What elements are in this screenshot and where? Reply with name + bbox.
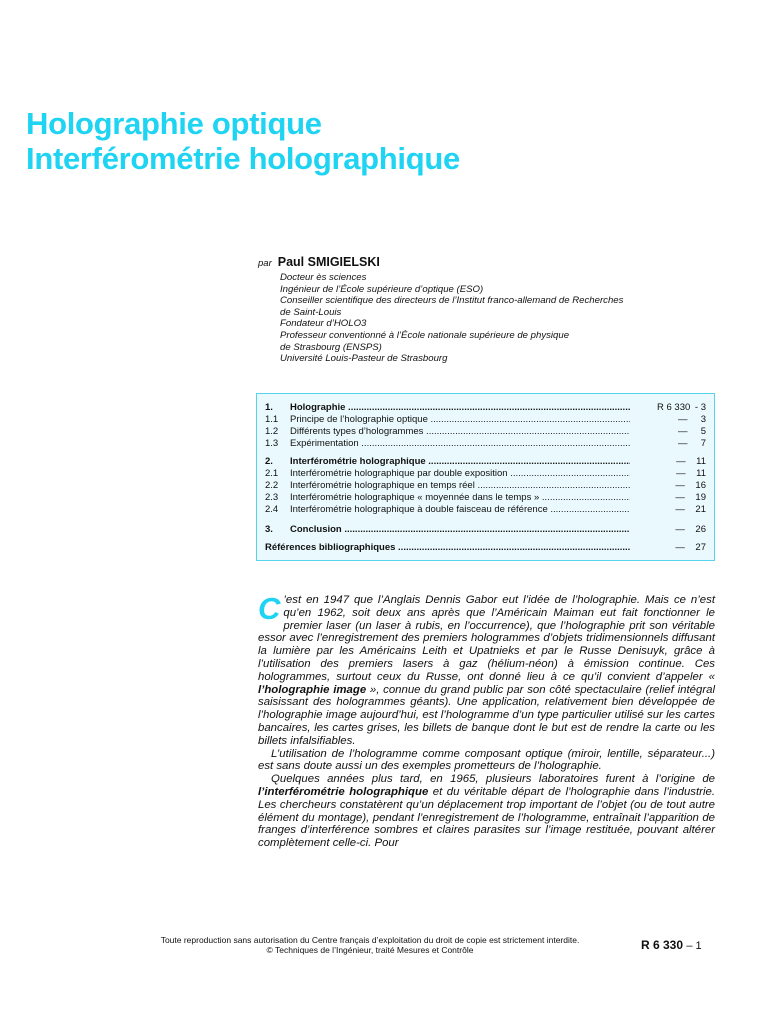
- paragraph-text: Quelques années plus tard, en 1965, plusieurs laboratoires furent à l’origine de: [271, 773, 715, 786]
- toc-label: Interférométrie holographique à double faisceau de référence .....: [290, 504, 630, 516]
- page-number: – 1: [686, 940, 702, 952]
- credential-line: de Saint-Louis: [280, 306, 342, 318]
- toc-page: — 7: [678, 438, 706, 449]
- toc-page: — 16: [675, 480, 706, 491]
- toc-number: 2.4: [265, 504, 279, 515]
- toc-number: 2.1: [265, 468, 279, 479]
- author-name: Paul SMIGIELSKI: [277, 255, 380, 269]
- toc-entry-1-2[interactable]: [265, 426, 706, 438]
- document-title: [26, 106, 460, 176]
- toc-page: — 21: [675, 504, 706, 515]
- credential-line: Conseiller scientifique des directeurs de l’Institut franco-allemand de Recherches: [280, 295, 624, 307]
- credential-line: Université Louis-Pasteur de Strasbourg: [280, 353, 448, 365]
- toc-page: — 26: [675, 524, 706, 535]
- toc-label: Références bibliographiques .....: [265, 542, 630, 554]
- toc-number: 2.3: [265, 492, 279, 503]
- drop-cap: C: [258, 591, 281, 626]
- toc-number: 1.: [265, 402, 273, 413]
- toc-entry-2-2[interactable]: [265, 480, 706, 492]
- toc-number: 1.3: [265, 438, 279, 449]
- toc-entry-2-4[interactable]: [265, 504, 706, 516]
- toc-label: Interférométrie holographique par double exposition .....: [290, 468, 630, 480]
- toc-doc-ref: R 6 330: [657, 402, 691, 413]
- credential-line: Docteur ès sciences: [280, 272, 367, 283]
- toc-page: - 3: [694, 402, 706, 413]
- toc-entry-2-1[interactable]: [265, 468, 706, 480]
- toc-label: Interférométrie holographique « moyennée dans le temps » .....: [290, 492, 630, 504]
- toc-page: — 5: [678, 426, 706, 437]
- paragraph-text: ’est en 1947 que l’Anglais Dennis Gabor eut l’idée de l’holographie. Mais ce n’est qu’en 1962, soit deux ans après que l’Américain Maiman eut fait fonctionner le premier laser (un laser à rubis, en l’occurrence), que l’holographie prit son véritable essor avec l’enregistrement des premiers hologrammes d’objets tridimensionnels diffusant la lumière par les Américains Leith et Upatnieks et par le Russe Denisuyk, grâce à l’utilisation des premiers lasers à gaz (hélium-néon) à émission continue. Ces hologrammes, surtout ceux du Russe, ont donné lieu à ce qu’il convient d’appeler «: [258, 594, 715, 683]
- toc-entry-2[interactable]: [265, 456, 706, 468]
- copyright-line-1: Toute reproduction sans autorisation du Centre français d’exploitation du droit de copie est strictement interdite.: [160, 935, 580, 945]
- paragraph-text: et du véritable départ de l’holographie dans l’industrie. Les chercheurs constatèrent qu’un déplacement trop important de l’objet (ou de tout autre élément du montage), pendant l’enregistrement de l’hologramme, entraînait l’apparition de franges d’interférence sombres et claires parasites sur l’image restituée, pouvant altérer complètement celle-ci. Pour: [258, 785, 715, 850]
- author-prefix: par: [258, 258, 272, 269]
- author-credentials: [280, 272, 698, 365]
- toc-entry-3[interactable]: [265, 524, 706, 536]
- title-line-1: Holographie optique: [26, 106, 322, 141]
- toc-entry-1-1[interactable]: [265, 414, 706, 426]
- page-reference: [641, 938, 702, 952]
- credential-line: Ingénieur de l’École supérieure d’optique (ESO): [280, 283, 484, 295]
- emphasis-term: l’interférométrie holographique: [258, 785, 429, 798]
- toc-label: Expérimentation .....: [290, 438, 630, 450]
- author-block: [258, 255, 698, 365]
- paragraph-1: [258, 591, 716, 748]
- toc-label: Holographie .....: [290, 402, 630, 414]
- toc-number: 1.2: [265, 426, 279, 437]
- toc-number: 2.: [265, 456, 273, 467]
- toc-page: — 27: [675, 542, 706, 553]
- title-line-2: Interférométrie holographique: [26, 141, 460, 176]
- toc-entry-1[interactable]: [265, 402, 706, 414]
- paragraph-3: [258, 773, 715, 850]
- toc-page: — 11: [676, 456, 706, 467]
- paragraph-text: », connue du grand public par son côté spectaculaire (relief intégral saisissant des hologrammes géants). Une application, relativement bien développée de l’holographie image aujourd’hui, est l’hologramme d’un type particulier utilisé sur les cartes bancaires, les cartes grises, les billets de banque dont le but est de rendre la carte ou les billets infalsifiables.: [258, 683, 716, 747]
- credential-line: Fondateur d’HOLO3: [280, 318, 367, 330]
- author-line: [258, 255, 698, 271]
- table-of-contents: [256, 393, 715, 561]
- credential-line: de Strasbourg (ENSPS): [280, 341, 382, 353]
- credential-line: Professeur conventionné à l’École nationale supérieure de physique: [280, 329, 570, 341]
- copyright-notice: [120, 935, 620, 955]
- toc-entry-1-3[interactable]: [265, 438, 706, 450]
- toc-number: 1.1: [265, 414, 279, 425]
- toc-page: — 3: [678, 414, 706, 425]
- toc-page: — 19: [675, 492, 706, 503]
- document-code: R 6 330: [641, 938, 684, 952]
- toc-number: 2.2: [265, 480, 279, 491]
- toc-label: Interférométrie holographique .....: [290, 456, 630, 468]
- toc-number: 3.: [265, 524, 273, 535]
- toc-label: Interférométrie holographique en temps réel .....: [290, 480, 630, 492]
- article-body: [258, 591, 716, 850]
- paragraph-2: L’utilisation de l’hologramme comme composant optique (miroir, lentille, séparateur...) est sans doute aussi un des exemples prometteurs de l’holographie.: [258, 747, 715, 773]
- toc-label: Principe de l’holographie optique .....: [290, 414, 630, 426]
- toc-label: Différents types d’hologrammes .....: [290, 426, 630, 438]
- toc-label: Conclusion .....: [290, 524, 630, 536]
- copyright-line-2: © Techniques de l’Ingénieur, traité Mesures et Contrôle: [266, 945, 474, 955]
- toc-entry-2-3[interactable]: [265, 492, 706, 504]
- emphasis-term: l’holographie image: [258, 683, 367, 696]
- toc-page: — 11: [676, 468, 706, 479]
- toc-entry-references[interactable]: [265, 542, 706, 554]
